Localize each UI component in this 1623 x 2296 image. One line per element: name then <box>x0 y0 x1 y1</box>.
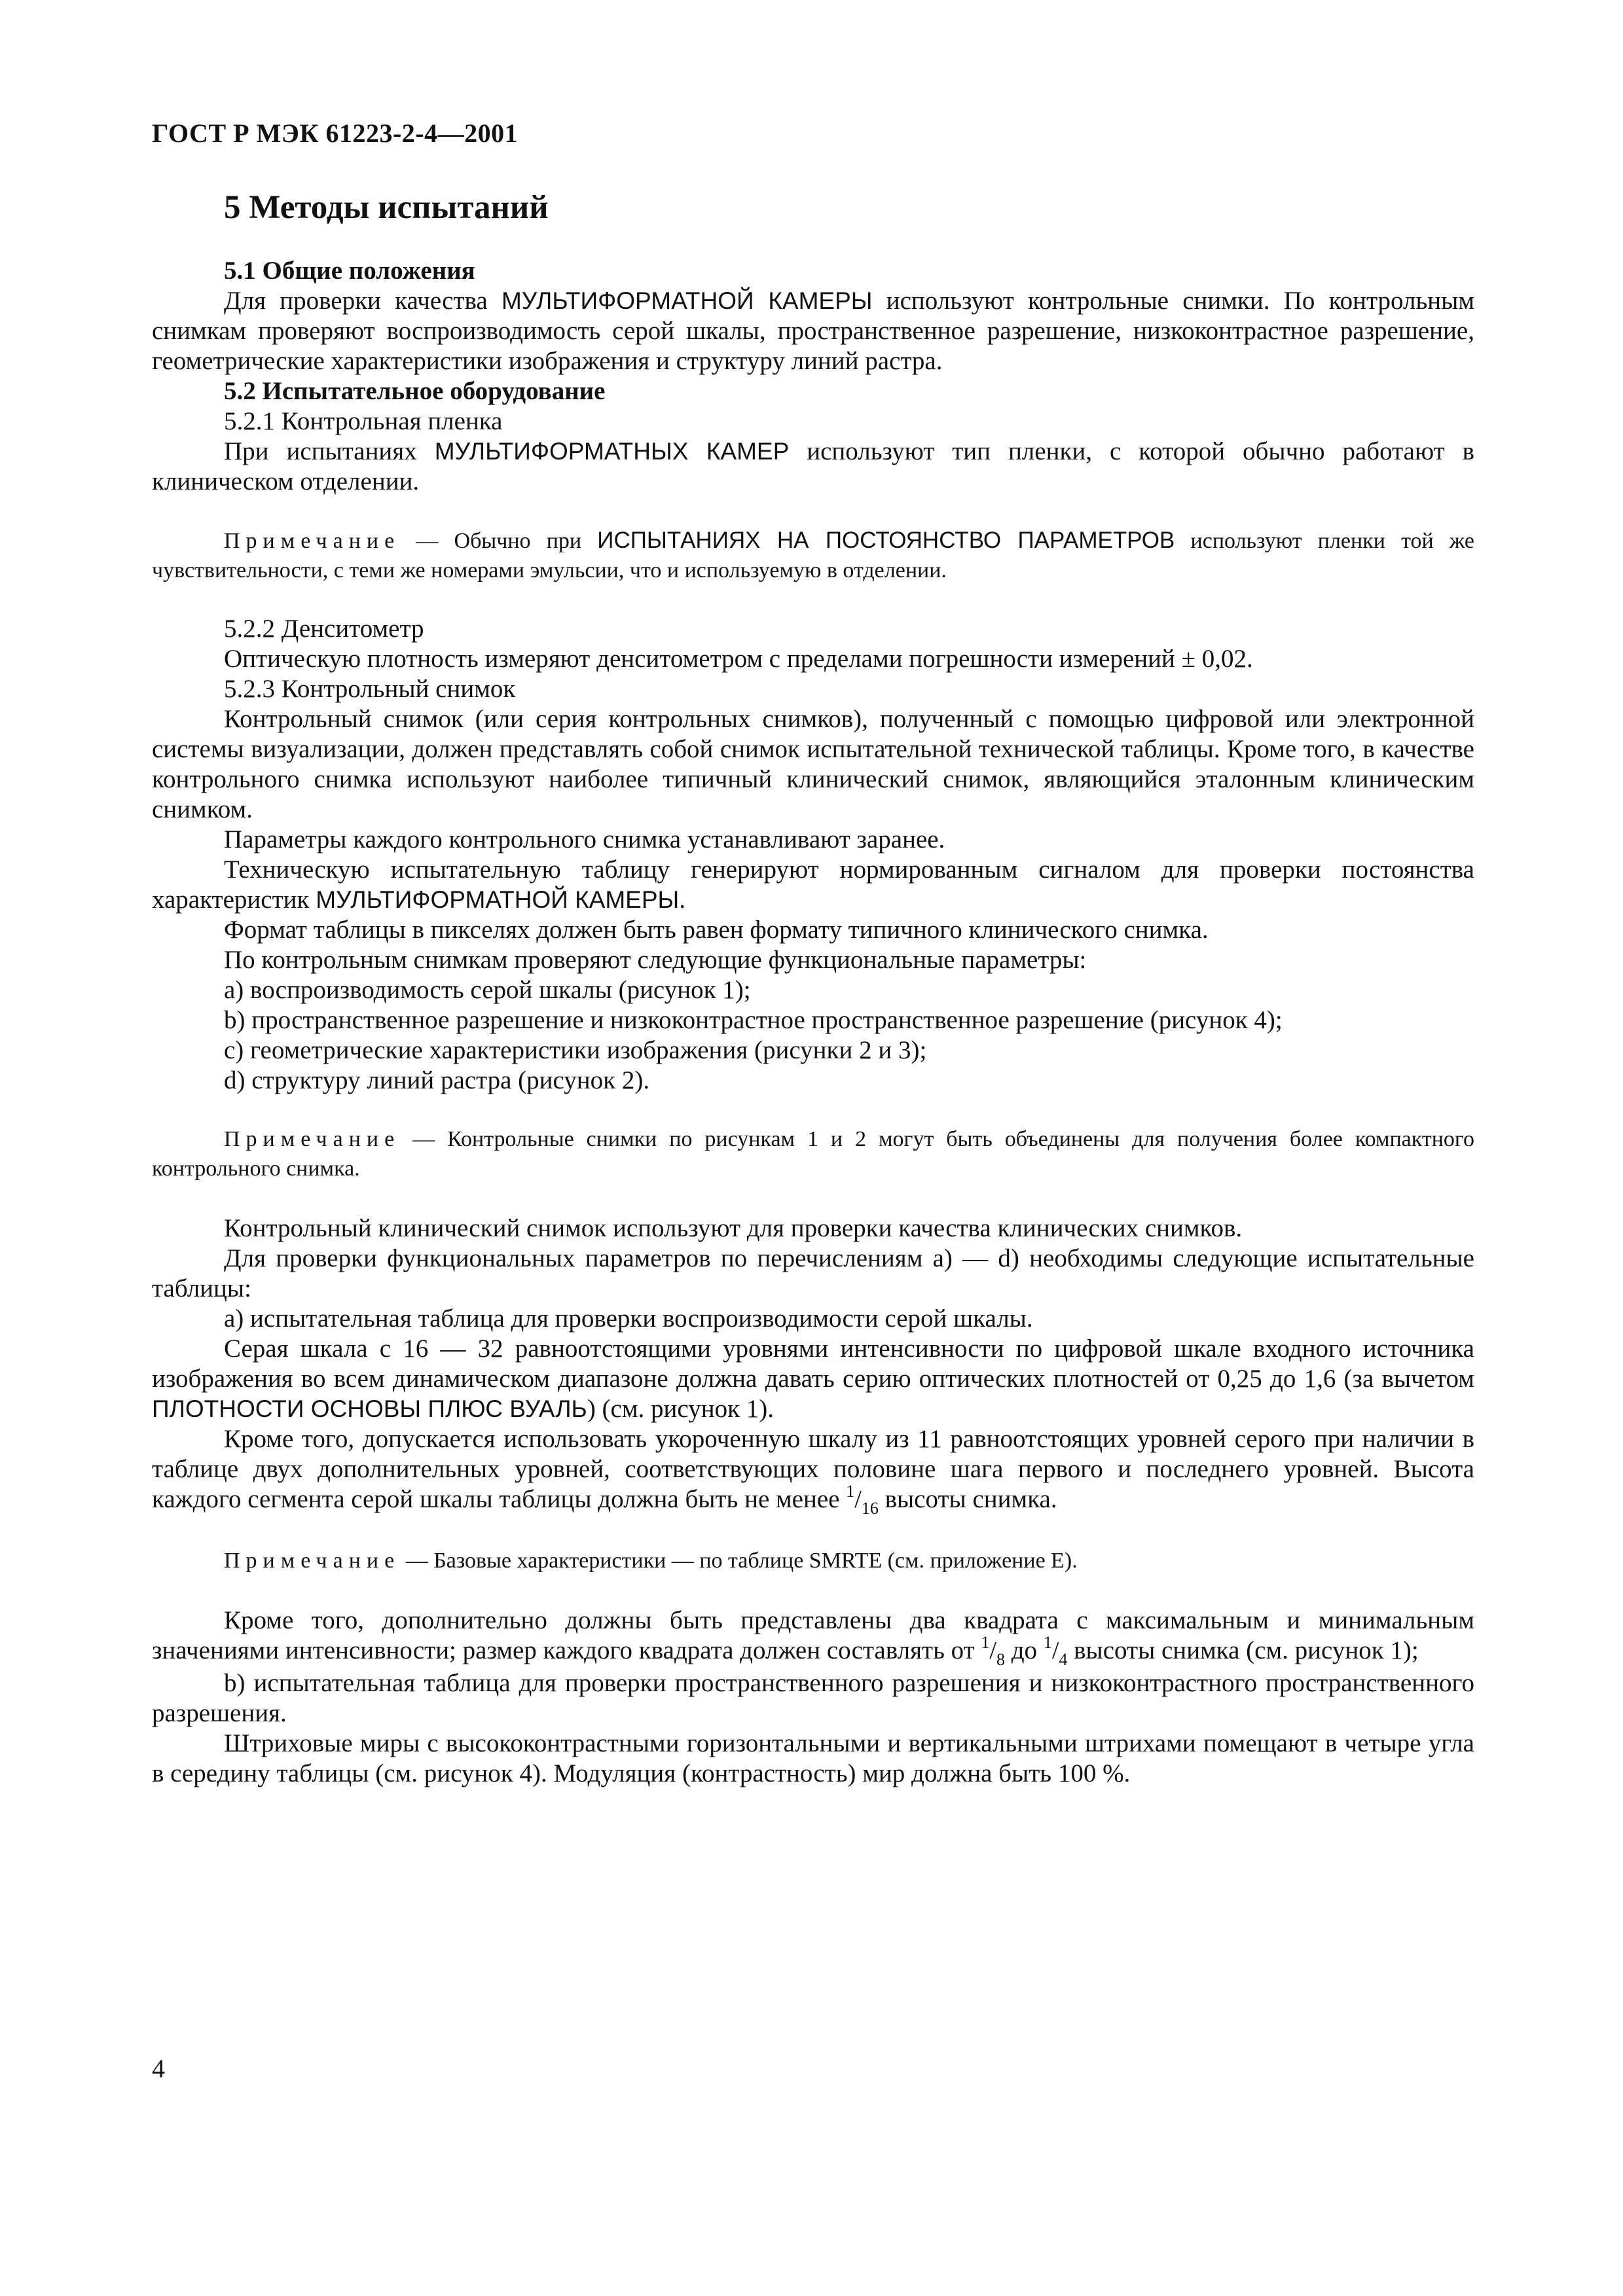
standard-header: ГОСТ Р МЭК 61223-2-4—2001 <box>152 118 519 148</box>
list-item: c) геометрические характеристики изображения (рисунки 2 и 3); <box>224 1036 927 1065</box>
paragraph-10: Кроме того, допускается использовать укороченную шкалу из 11 равноотстоящих уровней серого при наличии в таблице двух дополнительных уровней, соответствующих половине шага первого и последнего уровней. Высота каждого сегмента серой шкалы таблицы должна быть не менее $^1/_{16}$ высоты снимка. <box>152 1425 1474 1518</box>
paragraph-5-2-3-4: Формат таблицы в пикселях должен быть равен формату типичного клинического снимка. <box>224 916 1209 944</box>
fraction-denominator: 4 <box>1059 1650 1068 1670</box>
note-label: Примечание <box>224 529 401 554</box>
subsection-5-2-title: 5.2 Испытательное оборудование <box>224 377 606 406</box>
paragraph-5-2-2: Оптическую плотность измеряют денситометром с пределами погрешности измерений ± 0,02. <box>224 645 1253 673</box>
paragraph-6: Контрольный клинический снимок используют для проверки качества клинических снимков. <box>224 1214 1243 1243</box>
paragraph-12: b) испытательная таблица для проверки пространственного разрешения и низкоконтрастного пространственного разрешения. <box>152 1669 1474 1728</box>
caps-term: ИСПЫТАНИЯХ НА ПОСТОЯНСТВО ПАРАМЕТРОВ <box>597 528 1175 554</box>
paragraph-5-2-3-5: По контрольным снимкам проверяют следующие функциональные параметры: <box>224 946 1087 975</box>
document-page <box>152 118 1474 1789</box>
list-item: b) пространственное разрешение и низкоконтрастное пространственное разрешение (рисунок 4); <box>224 1006 1283 1035</box>
note-2: Примечание — Контрольные снимки по рисункам 1 и 2 могут быть объединены для получения более компактного контрольного снимка. <box>152 1127 1474 1181</box>
paragraph-5-2-3-1: Контрольный снимок (или серия контрольных снимков), полученный с помощью цифровой или электронной системы визуализации, должен представлять собой снимок испытательной технической таблицы. Кроме того, в качестве контрольного снимка используют наиболее типичный клинический снимок, являющийся эталонным клиническим снимком. <box>152 705 1474 824</box>
paragraph-7: Для проверки функциональных параметров по перечислениям a) — d) необходимы следующие испытательные таблицы: <box>152 1244 1474 1303</box>
paragraph-13: Штриховые миры с высококонтрастными горизонтальными и вертикальными штрихами помещают в четыре угла в середину таблицы (см. рисунок 4). Модуляция (контрастность) мир должна быть 100 %. <box>152 1729 1474 1788</box>
caps-term: МУЛЬТИФОРМАТНОЙ КАМЕРЫ <box>501 287 873 315</box>
note-label: Примечание <box>224 1549 401 1573</box>
list-item: d) структуру линий растра (рисунок 2). <box>224 1066 650 1095</box>
subsection-5-2-3-title: 5.2.3 Контрольный снимок <box>224 675 516 704</box>
paragraph-8: a) испытательная таблица для проверки воспроизводимости серой шкалы. <box>224 1304 1033 1333</box>
page-number: 4 <box>152 2054 165 2083</box>
fraction-numerator: 1 <box>981 1633 990 1653</box>
subsection-5-1-title: 5.1 Общие положения <box>224 257 475 285</box>
list-item: a) воспроизводимость серой шкалы (рисунок 1); <box>224 976 751 1005</box>
caps-term: МУЛЬТИФОРМАТНЫХ КАМЕР <box>434 438 790 465</box>
fraction-numerator: 1 <box>846 1482 855 1501</box>
paragraph-5-2-1: При испытаниях МУЛЬТИФОРМАТНЫХ КАМЕР используют тип пленки, с которой обычно работают в клиническом отделении. <box>152 437 1474 496</box>
paragraph-5-2-3-2: Параметры каждого контрольного снимка устанавливают заранее. <box>224 825 945 854</box>
fraction-numerator: 1 <box>1043 1633 1052 1653</box>
note-3: Примечание — Базовые характеристики — по таблице SMRTE (см. приложение E). <box>224 1549 1078 1573</box>
fraction-denominator: 8 <box>996 1650 1005 1670</box>
caps-term: МУЛЬТИФОРМАТНОЙ КАМЕРЫ <box>316 886 680 914</box>
note-label: Примечание <box>224 1127 401 1152</box>
paragraph-5-2-3-3: Техническую испытательную таблицу генерируют нормированным сигналом для проверки постоянства характеристик МУЛЬТИФОРМАТНОЙ КАМЕРЫ. <box>152 855 1474 914</box>
note-1: Примечание — Обычно при ИСПЫТАНИЯХ НА ПОСТОЯНСТВО ПАРАМЕТРОВ используют пленки той же чувствительности, с теми же номерами эмульсии, что и используемую в отделении. <box>152 528 1475 583</box>
subsection-5-2-1-title: 5.2.1 Контрольная пленка <box>224 407 503 436</box>
paragraph-9: Серая шкала с 16 — 32 равноотстоящими уровнями интенсивности по цифровой шкале входного источника изображения во всем динамическом диапазоне должна давать серию оптических плотностей от 0,25 до 1,6 (за вычетом ПЛОТНОСТИ ОСНОВЫ ПЛЮС ВУАЛЬ) (см. рисунок 1). <box>152 1335 1474 1424</box>
subsection-5-2-2-title: 5.2.2 Денситометр <box>224 615 424 643</box>
paragraph-5-1: Для проверки качества МУЛЬТИФОРМАТНОЙ КАМЕРЫ используют контрольные снимки. По контрольным снимкам проверяют воспроизводимость серой шкалы, пространственное разрешение, низкоконтрастное разрешение, геометрические характеристики изображения и структуру линий растра. <box>152 287 1474 376</box>
caps-term: ПЛОТНОСТИ ОСНОВЫ ПЛЮС ВУАЛЬ <box>152 1395 587 1423</box>
paragraph-11: Кроме того, дополнительно должны быть представлены два квадрата с максимальным и минимальным значениями интенсивности; размер каждого квадрата должен составлять от $^1/_8$ до $^1/_4$ высоты снимка (см. рисунок 1); <box>152 1606 1474 1670</box>
fraction-denominator: 16 <box>861 1499 879 1518</box>
section-title: 5 Методы испытаний <box>224 189 549 226</box>
